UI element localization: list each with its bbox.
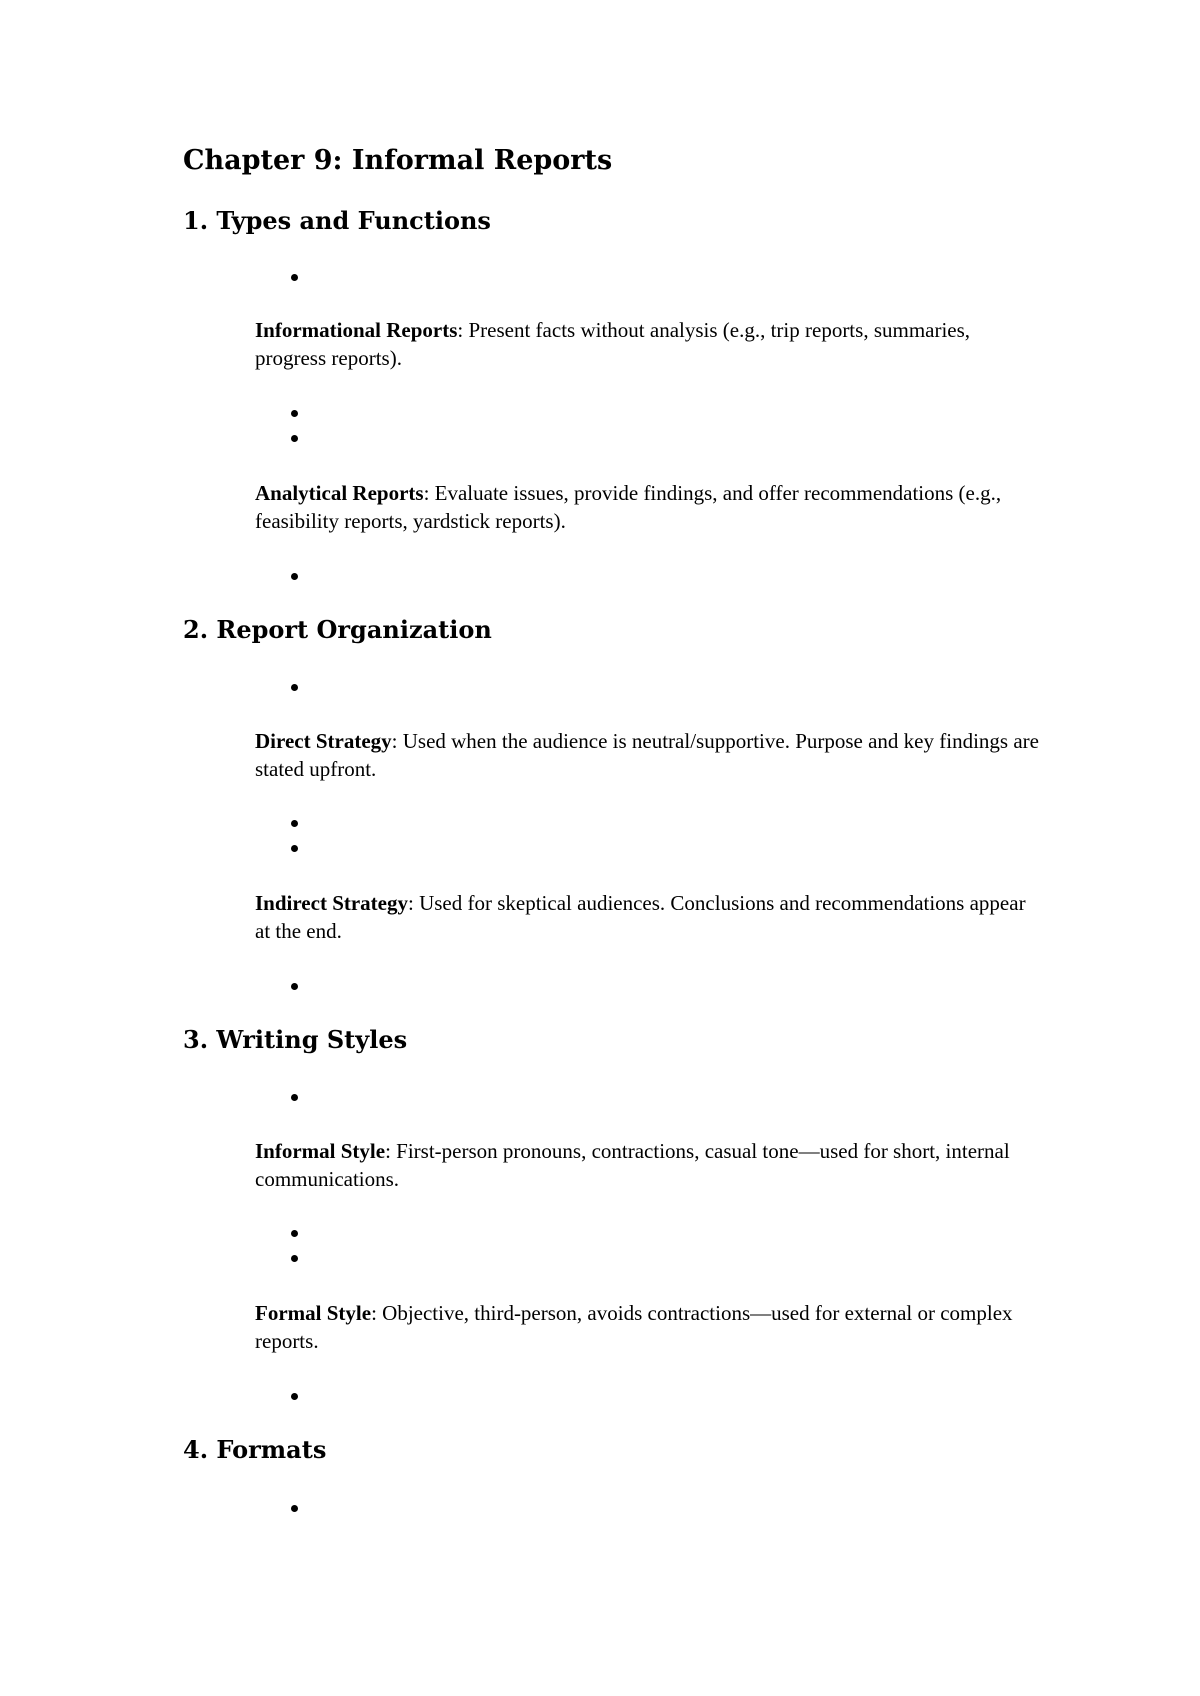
definition-informal-style <box>255 1137 1045 1193</box>
term-description: : Used for skeptical audiences. Conclusions and recommendations appear at the end. <box>255 891 1026 943</box>
term-label: Informal Style <box>255 1139 386 1163</box>
bullet-marker <box>291 410 298 417</box>
bullet-marker <box>291 1230 298 1237</box>
section-heading-writing-styles: 3. Writing Styles <box>183 1025 408 1054</box>
term-label: Informational Reports <box>255 318 458 342</box>
bullet-marker <box>291 274 298 281</box>
term-description: : Evaluate issues, provide findings, and offer recommendations (e.g., feasibility reports, yardstick reports). <box>255 481 1002 533</box>
bullet-marker <box>291 435 298 442</box>
term-label: Formal Style <box>255 1301 372 1325</box>
term-label: Direct Strategy <box>255 729 392 753</box>
term-description: : First-person pronouns, contractions, casual tone—used for short, internal communications. <box>255 1139 1010 1191</box>
bullet-marker <box>291 845 298 852</box>
bullet-marker <box>291 820 298 827</box>
term-label: Analytical Reports <box>255 481 424 505</box>
term-description: : Present facts without analysis (e.g., trip reports, summaries, progress reports). <box>255 318 971 370</box>
bullet-marker <box>291 983 298 990</box>
bullet-marker <box>291 1393 298 1400</box>
section-heading-formats: 4. Formats <box>183 1435 327 1464</box>
term-description: : Objective, third-person, avoids contractions—used for external or complex reports. <box>255 1301 1013 1353</box>
term-label: Indirect Strategy <box>255 891 408 915</box>
page-title: Chapter 9: Informal Reports <box>183 145 613 176</box>
bullet-marker <box>291 573 298 580</box>
definition-indirect-strategy <box>255 889 1045 945</box>
definition-formal-style <box>255 1299 1045 1355</box>
section-heading-types-and-functions: 1. Types and Functions <box>183 206 491 235</box>
bullet-marker <box>291 1094 298 1101</box>
section-heading-report-organization: 2. Report Organization <box>183 615 492 644</box>
term-description: : Used when the audience is neutral/supportive. Purpose and key findings are stated upfront. <box>255 729 1039 781</box>
definition-informational-reports <box>255 316 1045 372</box>
bullet-marker <box>291 1505 298 1512</box>
bullet-marker <box>291 684 298 691</box>
bullet-marker <box>291 1255 298 1262</box>
definition-analytical-reports <box>255 479 1045 535</box>
definition-direct-strategy <box>255 727 1045 783</box>
